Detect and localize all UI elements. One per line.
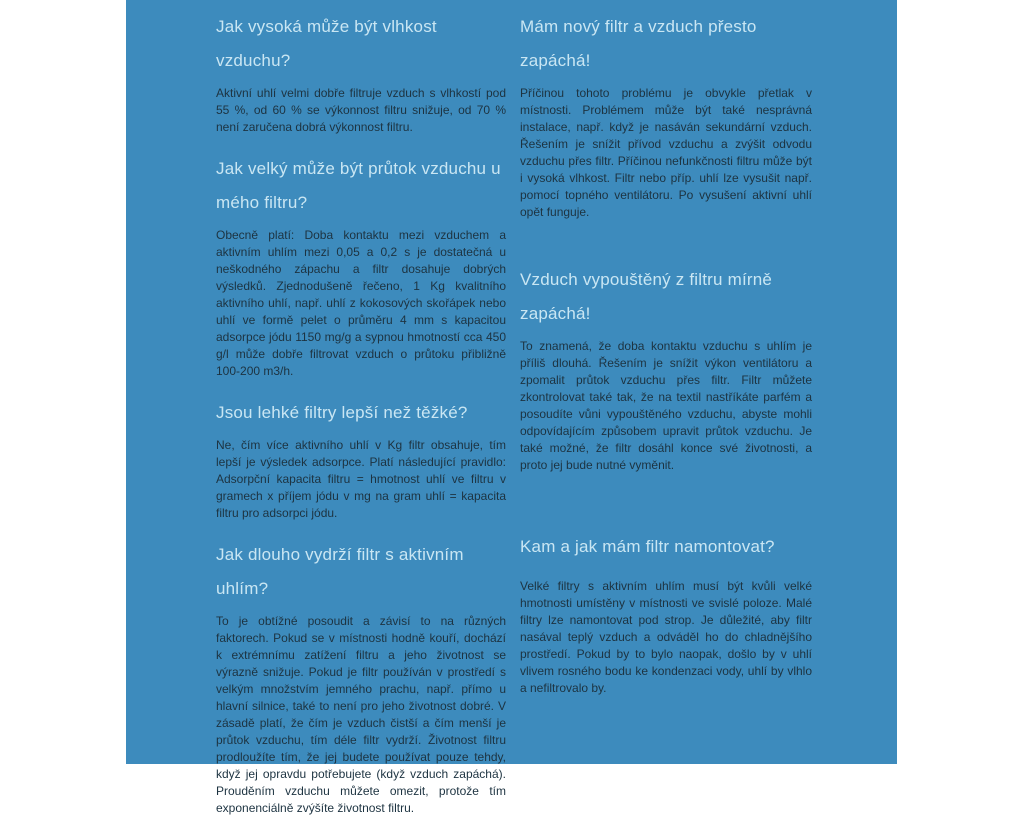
- faq-answer: To je obtížné posoudit a závisí to na různých faktorech. Pokud se v místnosti hodně kouří, dochází k extrémnímu zatížení filtru a jeho životnost se výrazně snižuje. Pokud je filtr používán v prostředí s velkým množstvím jemného prachu, např. přímo u hlavní silnice, také to není pro jeho životnost dobré. V zásadě platí, že čím je vzduch čistší a čím menší je průtok vzduchu, tím déle filtr vydrží. Životnost filtru prodloužíte tím, že jej budete používat pouze tehdy, když jej opravdu potřebujete (když vzduch zapáchá). Prouděním vzduchu můžete omezit, protože tím exponenciálně zvýšíte životnost filtru.: [216, 614, 506, 815]
- faq-section-airflow: [216, 152, 506, 380]
- faq-column-right: [520, 0, 812, 697]
- faq-section-outlet-smell: [520, 263, 812, 474]
- faq-section-filter-lifespan: [216, 538, 506, 817]
- faq-question: Jak vysoká může být vlhkost vzduchu?: [216, 17, 437, 70]
- faq-question: Kam a jak mám filtr namontovat?: [520, 537, 775, 556]
- faq-answer: Aktivní uhlí velmi dobře filtruje vzduch s vlhkostí pod 55 %, od 60 % se výkonnost filtru snižuje, od 70 % není zaručena dobrá výkonnost filtru.: [216, 86, 506, 134]
- faq-answer: To znamená, že doba kontaktu vzduchu s uhlím je příliš dlouhá. Řešením je snížit výkon ventilátoru a zpomalit průtok vzduchu přes filtr. Filtr můžete zkontrolovat také tak, že na textil nastříkáte parfém a posoudíte vůni vypouštěného vzduchu, abyste mohli odpovídajícím způsobem upravit průtok vzduchu. Je také možné, že filtr dosáhl konce své životnosti, a proto jej bude nutné vyměnit.: [520, 339, 812, 472]
- faq-section-new-filter-smell: [520, 10, 812, 221]
- faq-question: Vzduch vypouštěný z filtru mírně zapáchá!: [520, 270, 773, 323]
- faq-section-mounting: [520, 530, 812, 697]
- faq-answer: Velké filtry s aktivním uhlím musí být kvůli velké hmotnosti umístěny v místnosti ve svislé poloze. Malé filtry lze namontovat pod strop. Je důležité, aby filtr nasával teplý vzduch a odváděl ho do chladnějšího prostředí. Pokud by to bylo naopak, došlo by v uhlí vlivem rosného bodu ke kondenzaci vody, uhlí by vlhlo a nefiltrovalo by.: [520, 579, 812, 695]
- faq-panel: [126, 0, 897, 815]
- faq-answer: Ne, čím více aktivního uhlí v Kg filtr obsahuje, tím lepší je výsledek adsorpce. Platí následující pravidlo: Adsorpční kapacita filtru = hmotnost uhlí ve filtru v gramech x příjem jódu v mg na gram uhlí = kapacita filtru pro adsorpci jódu.: [216, 438, 506, 520]
- faq-column-left: [216, 0, 506, 817]
- faq-question: Jak velký může být průtok vzduchu u mého filtru?: [216, 159, 501, 212]
- faq-question: Jak dlouho vydrží filtr s aktivním uhlím?: [216, 545, 464, 598]
- faq-question: Jsou lehké filtry lepší než těžké?: [216, 403, 468, 422]
- faq-answer: Příčinou tohoto problému je obvykle přetlak v místnosti. Problémem může být také nesprávná instalace, např. když je nasáván sekundární vzduch. Řešením je snížit přívod vzduchu a zvýšit odvodu vzduchu přes filtr. Příčinou nefunkčnosti filtru může být i vysoká vlhkost. Filtr nebo příp. uhlí lze vysušit např. pomocí topného ventilátoru. Po vysušení aktivní uhlí opět funguje.: [520, 86, 812, 219]
- faq-question: Mám nový filtr a vzduch přesto zapáchá!: [520, 17, 757, 70]
- faq-section-air-humidity: [216, 10, 506, 136]
- faq-answer: Obecně platí: Doba kontaktu mezi vzduchem a aktivním uhlím mezi 0,05 a 0,2 s je dostatečná u neškodného zápachu a filtr dosahuje dobrých výsledků. Zjednodušeně řečeno, 1 Kg kvalitního aktivního uhlí, např. uhlí z kokosových skořápek nebo uhlí ve formě pelet o průměru 4 mm s kapacitou adsorpce jódu 1150 mg/g a sypnou hmotností cca 450 g/l může dobře filtrovat vzduch o průtoku přibližně 100-200 m3/h.: [216, 228, 506, 378]
- faq-section-filter-weight: [216, 396, 506, 522]
